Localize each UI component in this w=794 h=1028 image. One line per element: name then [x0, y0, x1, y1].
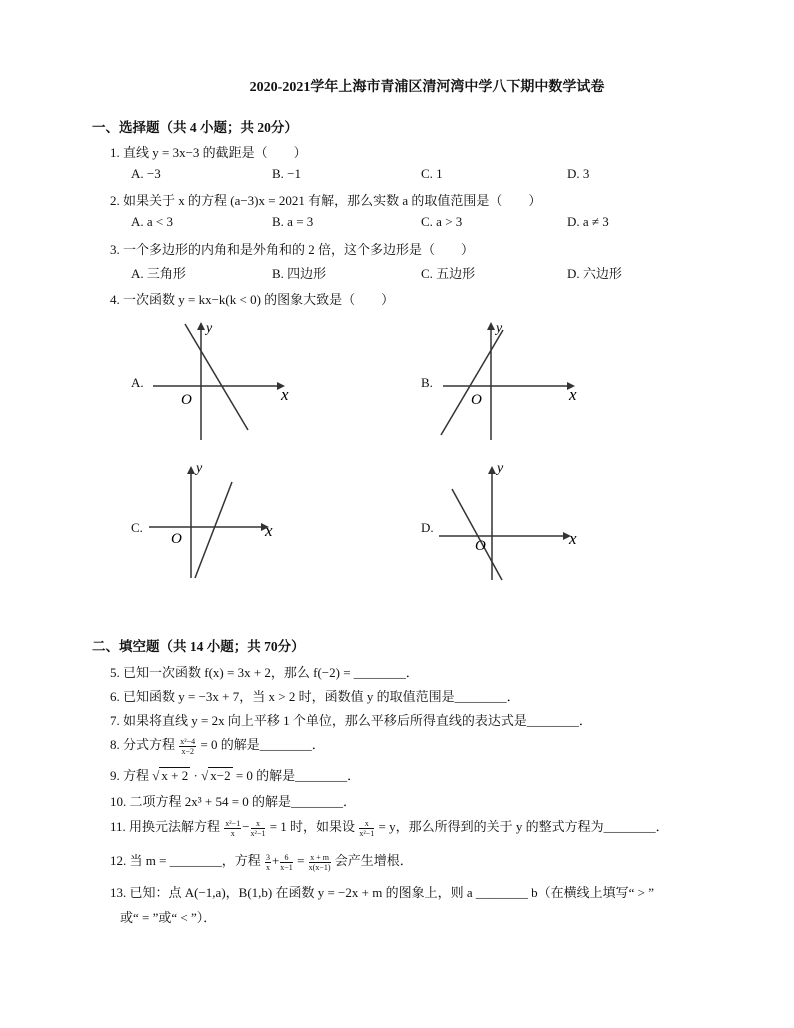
graph-d	[435, 460, 585, 585]
function-line	[185, 324, 248, 430]
q12-fraction-3	[309, 853, 331, 872]
q11-suffix: = y，那么所得到的关于 y 的整式方程为________．	[375, 819, 669, 834]
y-label: y	[206, 321, 213, 336]
q12-f1-num: 3	[265, 852, 270, 862]
section-heading-fill: 二、填空题（共 14 小题；共 70分）	[92, 639, 305, 654]
question-9: 9. 方程 √ x + 2 · √ x−2 = 0 的解是________．	[110, 768, 361, 783]
q9-suffix: = 0 的解是________．	[232, 768, 361, 783]
q11-f3-num: x	[359, 819, 374, 829]
q4-option-c: C.	[131, 520, 143, 535]
q11-f1-num: x²−1	[225, 818, 241, 828]
q12-f2-den: x−1	[280, 862, 293, 872]
q12-suffix: 会产生增根．	[331, 853, 413, 868]
x-label: x	[569, 529, 577, 548]
q11-fraction-1	[224, 819, 241, 838]
q2-option-c: C. a > 3	[421, 214, 463, 229]
exam-title: 2020-2021学年上海市青浦区清河湾中学八下期中数学试卷	[249, 80, 605, 95]
question-12	[110, 850, 413, 872]
x-label: x	[265, 521, 273, 540]
origin-label: O	[181, 392, 192, 408]
q13-line-1: 13. 已知：点 A(−1,a)，B(1,b) 在函数 y = −2x + m 的图象上，则 a ________ b（在横线上填写“ > ”	[110, 885, 654, 900]
question-10: 10. 二项方程 2x³ + 54 = 0 的解是________．	[110, 794, 357, 809]
q11-minus: −	[242, 819, 250, 834]
question-5: 5. 已知一次函数 f(x) = 3x + 2，那么 f(−2) = ________．	[110, 665, 419, 680]
q11-f1-den: x	[230, 828, 235, 838]
q2-option-a: A. a < 3	[131, 214, 173, 229]
q4-option-b: B.	[421, 375, 433, 390]
q9-radicand-2: x−2	[210, 768, 231, 783]
q12-prefix: 12. 当 m = ________，方程	[110, 853, 264, 868]
function-line	[441, 330, 503, 435]
q12-f3-num: x + m	[310, 852, 329, 862]
q8-suffix: = 0 的解是________．	[197, 737, 325, 752]
q3-option-c: C. 五边形	[421, 266, 476, 281]
q4-option-a: A.	[131, 375, 144, 390]
q12-f3-den: x(x−1)	[308, 862, 331, 872]
y-arrow	[488, 466, 496, 474]
y-arrow	[487, 322, 495, 330]
q11-prefix: 11. 用换元法解方程	[110, 819, 224, 834]
question-13	[110, 882, 654, 926]
q8-prefix: 8. 分式方程	[110, 737, 179, 752]
q1-option-c: C. 1	[421, 166, 443, 181]
y-arrow	[197, 322, 205, 330]
q8-fraction	[179, 737, 196, 756]
q2-option-b: B. a = 3	[272, 214, 314, 229]
function-line	[195, 482, 232, 578]
y-arrow	[187, 466, 195, 474]
q3-option-b: B. 四边形	[272, 266, 327, 281]
origin-label: O	[471, 392, 482, 408]
q11-middle: = 1 时，如果设	[266, 819, 359, 834]
origin-label: O	[475, 538, 486, 554]
q9-radicand-1: x + 2	[161, 768, 189, 783]
q3-option-a: A. 三角形	[131, 266, 186, 281]
question-3: 3. 一个多边形的内角和是外角和的 2 倍，这个多边形是（ ）	[110, 242, 475, 257]
q12-f1-den: x	[265, 862, 270, 872]
function-line	[452, 489, 502, 580]
y-label: y	[496, 321, 503, 336]
q8-denominator: x−2	[181, 746, 194, 756]
q12-plus: +	[271, 853, 280, 868]
graph-b	[435, 318, 585, 443]
q1-option-b: B. −1	[272, 166, 302, 181]
q11-f2-den: x²−1	[250, 828, 266, 838]
q4-option-d: D.	[421, 520, 434, 535]
question-6: 6. 已知函数 y = −3x + 7，当 x > 2 时，函数值 y 的取值范围是________．	[110, 689, 520, 704]
q12-equals: =	[293, 853, 308, 868]
q13-line-2: 或“ = ”或“ < ”）．	[120, 910, 217, 925]
x-label: x	[281, 385, 289, 404]
q11-fraction-3	[359, 819, 374, 838]
q3-option-d: D. 六边形	[567, 266, 622, 281]
y-label: y	[497, 461, 504, 476]
q11-fraction-2	[251, 819, 266, 838]
q12-fraction-2	[280, 853, 293, 872]
q9-dot: ·	[190, 768, 202, 783]
question-4: 4. 一次函数 y = kx−k(k < 0) 的图象大致是（ ）	[110, 292, 395, 307]
q12-fraction-1	[265, 853, 271, 872]
q12-f2-num: 6	[280, 853, 293, 863]
q8-numerator: x²−4	[180, 736, 196, 746]
question-1: 1. 直线 y = 3x−3 的截距是（ ）	[110, 145, 307, 160]
q11-f3-den: x²−1	[359, 828, 375, 838]
question-11	[110, 816, 669, 838]
question-8	[110, 734, 325, 756]
y-label: y	[196, 461, 203, 476]
origin-label: O	[171, 531, 182, 547]
question-2: 2. 如果关于 x 的方程 (a−3)x = 2021 有解，那么实数 a 的取值范围是（ ）	[110, 193, 542, 208]
graph-a	[145, 318, 295, 443]
q2-option-d: D. a ≠ 3	[567, 214, 609, 229]
x-label: x	[569, 385, 577, 404]
q9-prefix: 9. 方程	[110, 768, 153, 783]
q11-f2-num: x	[251, 819, 266, 829]
section-heading-choice: 一、选择题（共 4 小题；共 20分）	[92, 120, 298, 135]
graph-c	[145, 460, 295, 585]
q1-option-a: A. −3	[131, 166, 161, 181]
question-7: 7. 如果将直线 y = 2x 向上平移 1 个单位，那么平移后所得直线的表达式是________．	[110, 713, 592, 728]
q1-option-d: D. 3	[567, 166, 590, 181]
